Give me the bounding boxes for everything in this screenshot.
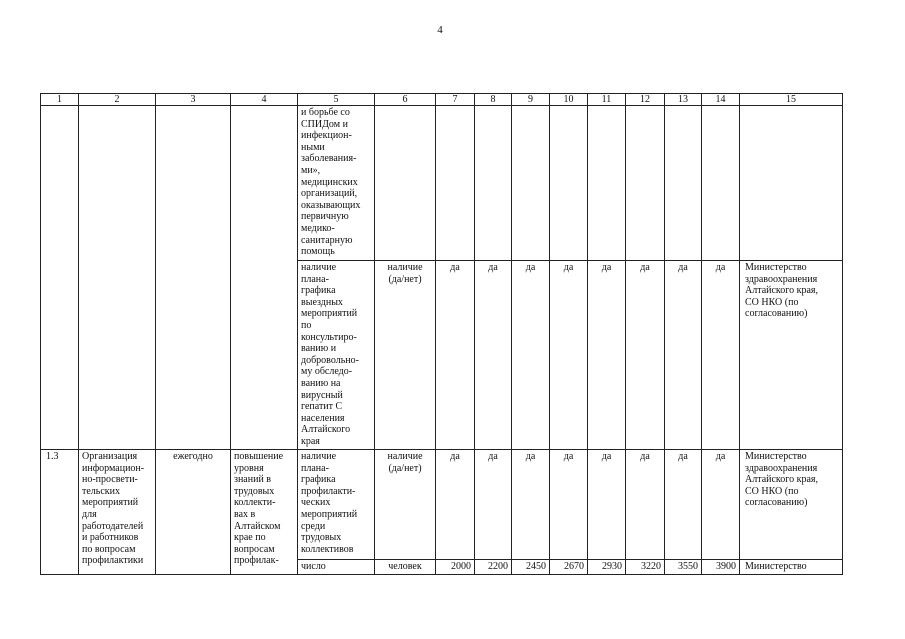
column-number: 13 [665,94,702,106]
item-number-cell: 1.3 [41,450,79,575]
value-cell: 3550 [665,560,702,575]
column-number: 9 [512,94,550,106]
value-cell: да [512,450,550,560]
column-number: 8 [475,94,512,106]
cell-empty [702,106,740,261]
column-number: 3 [156,94,231,106]
cell-empty [588,106,626,261]
cell-empty [475,106,512,261]
value-cell: 3900 [702,560,740,575]
document-table [40,93,843,575]
column-number: 14 [702,94,740,106]
value-cell: да [512,261,550,450]
value-cell: 2000 [436,560,475,575]
value-cell: 2450 [512,560,550,575]
column-number: 11 [588,94,626,106]
column-number: 4 [231,94,298,106]
cell-empty [79,106,156,450]
unit-cell: наличие (да/нет) [375,450,436,560]
value-cell: да [702,261,740,450]
unit-cell: человек [375,560,436,575]
responsible-cell: Министерство здравоохранения Алтайского края, СО НКО (по согласованию) [740,450,843,560]
cell-empty [550,106,588,261]
column-number: 15 [740,94,843,106]
page-number: 4 [437,24,443,36]
table-row-continuation [41,106,843,261]
column-number: 6 [375,94,436,106]
value-cell: 2930 [588,560,626,575]
event-cell: Организация информацион- но-просвети- тельских мероприятий для работодателей и работников по вопросам профилактики [79,450,156,575]
cell-empty [665,106,702,261]
value-cell: да [475,261,512,450]
column-number-row [41,94,843,106]
value-cell: да [626,261,665,450]
cell-empty [231,106,298,450]
column-number: 7 [436,94,475,106]
value-cell: да [436,261,475,450]
cell-empty [740,106,843,261]
column-number: 5 [298,94,375,106]
column-number: 1 [41,94,79,106]
indicator-cell: и борьбе со СПИДом и инфекцион- ными заболевания- ми», медицинских организаций, оказывающих первичную медико- санитарную помощь [298,106,375,261]
value-cell: да [588,261,626,450]
value-cell: да [475,450,512,560]
value-cell: да [702,450,740,560]
responsible-cell: Министерство [740,560,843,575]
value-cell: 3220 [626,560,665,575]
result-cell: повышение уровня знаний в трудовых коллекти- вах в Алтайском крае по вопросам профилак- [231,450,298,575]
value-cell: 2670 [550,560,588,575]
unit-cell: наличие (да/нет) [375,261,436,450]
value-cell: да [588,450,626,560]
cell-empty [375,106,436,261]
cell-empty [626,106,665,261]
column-number: 12 [626,94,665,106]
responsible-cell: Министерство здравоохранения Алтайского края, СО НКО (по согласованию) [740,261,843,450]
column-number: 10 [550,94,588,106]
cell-empty [156,106,231,450]
indicator-cell: наличие плана- графика выездных мероприятий по консультиро- ванию и добровольно- му обследо- ванию на вирусный гепатит С населения Алтайского края [298,261,375,450]
value-cell: да [550,450,588,560]
column-number: 2 [79,94,156,106]
indicator-cell: наличие плана- графика профилакти- ческих мероприятий среди трудовых коллективов [298,450,375,560]
value-cell: да [550,261,588,450]
indicator-cell: число [298,560,375,575]
cell-empty [41,106,79,450]
value-cell: да [665,261,702,450]
value-cell: да [436,450,475,560]
value-cell: да [665,450,702,560]
table-row-1-3 [41,450,843,560]
cell-empty [512,106,550,261]
period-cell: ежегодно [156,450,231,575]
cell-empty [436,106,475,261]
value-cell: 2200 [475,560,512,575]
value-cell: да [626,450,665,560]
